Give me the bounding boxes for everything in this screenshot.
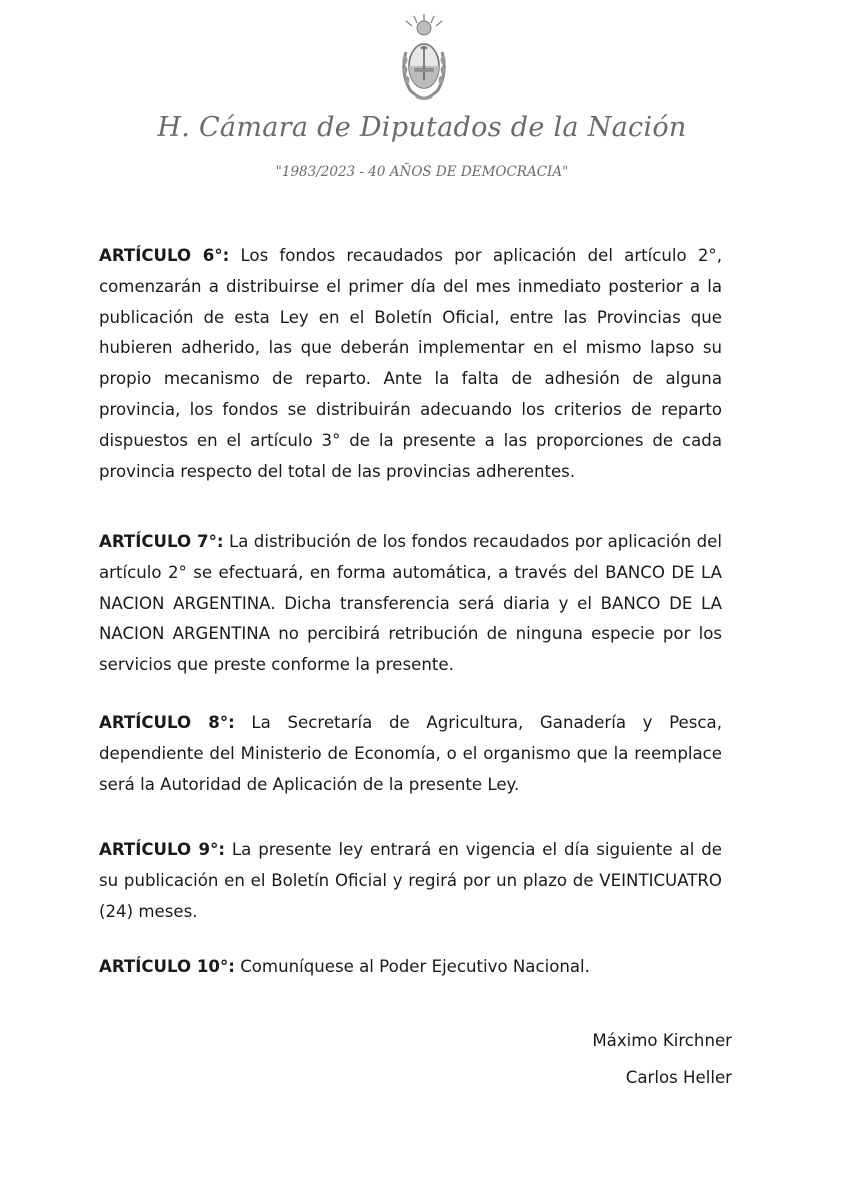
article-text: Los fondos recaudados por aplicación del artículo 2°, comenzarán a distribuirse el primer día del mes inmediato posterior a la publicación de esta Ley en el Boletín Oficial, entre las Provincias que hubieren adherido, las que deberán implementar en el mismo lapso su propio mecanismo de reparto. Ante la falta de adhesión de alguna provincia, los fondos se distribuirán adecuando los criterios de reparto dispuestos en el artículo 3° de la presente a las proporciones de cada provincia respecto del total de las provincias adherentes.	[99, 246, 722, 481]
coat-of-arms-icon	[396, 12, 452, 102]
article-9	[99, 835, 722, 927]
chamber-title: H. Cámara de Diputados de la Nación	[157, 112, 687, 143]
article-label: ARTÍCULO 7°:	[99, 532, 224, 551]
article-text: La Secretaría de Agricultura, Ganadería y Pesca, dependiente del Ministerio de Economía, o el organismo que la reemplace será la Autoridad de Aplicación de la presente Ley.	[99, 713, 722, 794]
article-10	[99, 952, 722, 983]
article-label: ARTÍCULO 10°:	[99, 957, 235, 976]
article-text: Comuníquese al Poder Ejecutivo Nacional.	[234, 957, 590, 976]
article-8	[99, 708, 722, 800]
article-label: ARTÍCULO 6°:	[99, 246, 230, 265]
signature-1: Máximo Kirchner	[592, 1031, 732, 1050]
article-text: La distribución de los fondos recaudados por aplicación del artículo 2° se efectuará, en forma automática, a través del BANCO DE LA NACION ARGENTINA. Dicha transferencia será diaria y el BANCO DE LA NACION ARGENTINA no percibirá retribución de ninguna especie por los servicios que preste conforme la presente.	[99, 532, 722, 675]
article-label: ARTÍCULO 9°:	[99, 840, 226, 859]
article-6	[99, 241, 722, 487]
signature-2: Carlos Heller	[625, 1068, 732, 1087]
article-text: La presente ley entrará en vigencia el día siguiente al de su publicación en el Boletín Oficial y regirá por un plazo de VEINTICUATRO (24) meses.	[99, 840, 722, 921]
article-7	[99, 527, 722, 681]
article-label: ARTÍCULO 8°:	[99, 713, 235, 732]
header-motto: "1983/2023 - 40 AÑOS DE DEMOCRACIA"	[275, 164, 569, 180]
